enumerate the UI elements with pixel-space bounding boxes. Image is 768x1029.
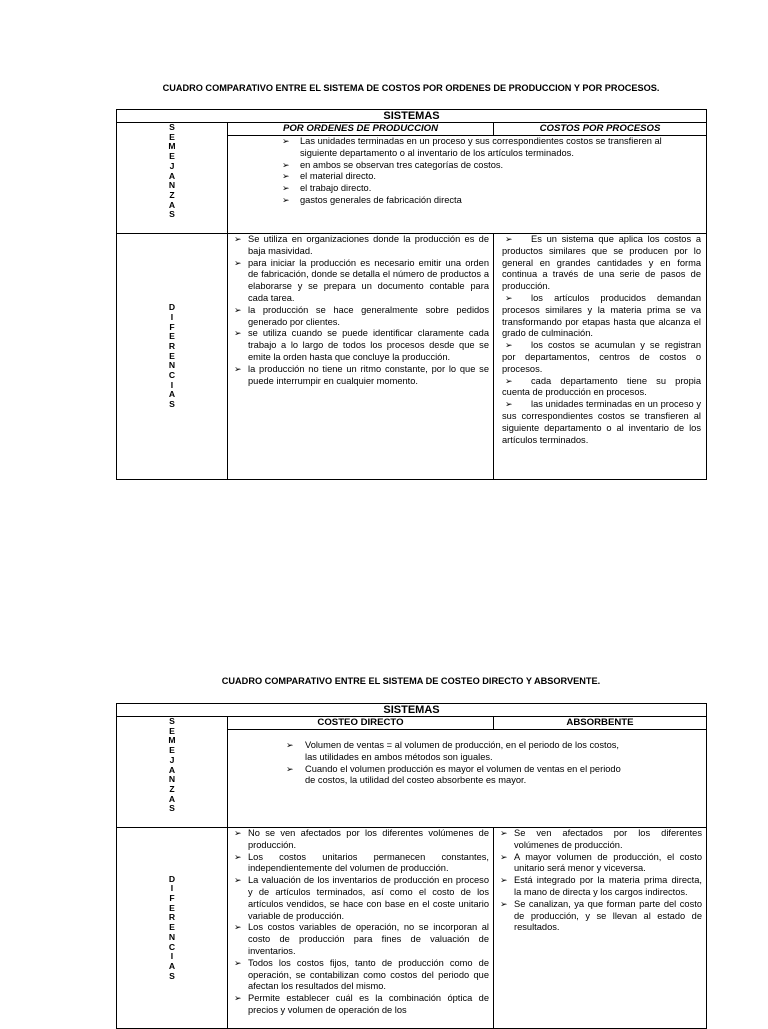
table1-procesos-cell bbox=[494, 234, 707, 480]
arrow-bullet-icon: ➢ bbox=[282, 136, 290, 146]
table2-absorbente-list bbox=[498, 828, 702, 934]
list-item: ➢ cada departamento tiene su propia cuenta de producción en procesos. bbox=[502, 375, 701, 398]
table1-title: CUADRO COMPARATIVO ENTRE EL SISTEMA DE COSTOS POR ORDENES DE PRODUCCION Y POR PROCESOS. bbox=[162, 83, 660, 93]
list-item: ➢ los costos se acumulan y se registran por departamentos, centros de costos o procesos. bbox=[502, 340, 701, 374]
list-item: ➢ Se canalizan, ya que forman parte del costo de producción, y se llevan al estado de resultados. bbox=[498, 899, 702, 934]
table1-ordenes-list bbox=[232, 234, 489, 387]
table1-col1-heading: POR ORDENES DE PRODUCCION bbox=[228, 123, 494, 136]
list-item: ➢ Permite establecer cuál es la combinación óptica de precios y volumen de operación de los bbox=[232, 993, 489, 1017]
list-item: ➢ Es un sistema que aplica los costos a productos similares que se producen por lo general en grandes cantidades y en forma continua a través de una serie de pasos de producción. bbox=[502, 234, 701, 292]
table1-header: SISTEMAS bbox=[117, 110, 707, 123]
table2-header: SISTEMAS bbox=[117, 704, 707, 717]
table2-semejanzas-list bbox=[286, 740, 626, 787]
list-item: ➢ Se ven afectados por los diferentes volúmenes de producción. bbox=[498, 828, 702, 852]
table1-ordenes-cell bbox=[228, 234, 494, 480]
list-item: ➢ La valuación de los inventarios de producción en proceso y de artículos terminados, así como el costo de los artículos vendidos, se hace con base en el coste unitario variable de producción. bbox=[232, 875, 489, 922]
arrow-bullet-icon: ➢ bbox=[282, 183, 290, 194]
list-item: ➢ la producción no tiene un ritmo constante, por lo que se puede interrumpir en cualquier momento. bbox=[232, 364, 489, 388]
table1-diferencias-label: D I F E R E N C I A S bbox=[117, 234, 228, 480]
arrow-bullet-icon: ➢ bbox=[505, 375, 513, 386]
table2-semejanzas-label: S E M E J A N Z A S bbox=[117, 717, 228, 828]
list-item: ➢ para iniciar la producción es necesario emitir una orden de fabricación, donde se detalla el número de productos a elaborarse y se prepara un documento contable para cada tarea. bbox=[232, 258, 489, 305]
list-item: ➢ la producción se hace generalmente sobre pedidos generado por clientes. bbox=[232, 305, 489, 329]
table2-title: CUADRO COMPARATIVO ENTRE EL SISTEMA DE COSTEO DIRECTO Y ABSORVENTE. bbox=[221, 676, 601, 686]
arrow-bullet-icon: ➢ bbox=[282, 194, 290, 205]
table1-col2-heading: COSTOS POR PROCESOS bbox=[494, 123, 707, 136]
table2-col2-heading: ABSORBENTE bbox=[494, 717, 707, 730]
table1-sem-item: ➢ el material directo. bbox=[282, 171, 376, 182]
arrow-bullet-icon: ➢ bbox=[505, 340, 513, 351]
list-item: ➢ los artículos producidos demandan procesos similares y la materia prima se va transformando por etapas hasta que alcanza el grado de culminación. bbox=[502, 292, 701, 339]
list-item: ➢ Todos los costos fijos, tanto de producción como de operación, se contabilizan como costos del periodo que afectan los resultados del mismo. bbox=[232, 958, 489, 993]
list-item: ➢ Está integrado por la materia prima directa, la mano de directa y los cargos indirectos. bbox=[498, 875, 702, 899]
list-item: ➢ Volumen de ventas = al volumen de producción, en el periodo de los costos, las utilidades en ambos métodos son iguales. bbox=[286, 740, 626, 764]
list-item: ➢ Se utiliza en organizaciones donde la producción es de baja masividad. bbox=[232, 234, 489, 258]
table2-col1-heading: COSTEO DIRECTO bbox=[228, 717, 494, 730]
table2-semejanzas-cell bbox=[228, 730, 707, 828]
table1-semejanzas-label: S E M E J A N Z A S bbox=[117, 123, 228, 234]
list-item: ➢ Los costos variables de operación, no se incorporan al costo de producción para fines de valuación de inventarios. bbox=[232, 922, 489, 957]
comparison-table-2 bbox=[116, 703, 707, 1029]
list-item: ➢ Los costos unitarios permanecen constantes, independientemente del volumen de producción. bbox=[232, 852, 489, 876]
table2-absorbente-cell bbox=[494, 828, 707, 1029]
arrow-bullet-icon: ➢ bbox=[282, 159, 290, 170]
table1-sem-item: ➢ el trabajo directo. bbox=[282, 183, 372, 194]
table2-directo-list bbox=[232, 828, 489, 1017]
arrow-bullet-icon: ➢ bbox=[505, 292, 513, 303]
list-item: ➢ se utiliza cuando se puede identificar claramente cada trabajo a lo largo de todos los procesos desde que se emite la orden hasta que concluye la producción. bbox=[232, 328, 489, 363]
list-item: ➢ las unidades terminadas en un proceso y sus correspondientes costos se transfieren al siguiente departamento o al inventario de los artículos terminados. bbox=[502, 399, 701, 445]
table2-diferencias-label: D I F E R E N C I A S bbox=[117, 828, 228, 1029]
table1-sem-item: ➢ Las unidades terminadas en un proceso y sus correspondientes costos se transfieren al siguiente departamento o al inventario de los artículos terminados. bbox=[282, 136, 662, 158]
list-item: ➢ No se ven afectados por los diferentes volúmenes de producción. bbox=[232, 828, 489, 852]
table1-semejanzas-cell bbox=[228, 136, 707, 234]
arrow-bullet-icon: ➢ bbox=[282, 171, 290, 182]
table1-sem-item: ➢ en ambos se observan tres categorías de costos. bbox=[282, 159, 504, 170]
comparison-table-1 bbox=[116, 109, 707, 480]
arrow-bullet-icon: ➢ bbox=[505, 399, 513, 410]
table2-directo-cell bbox=[228, 828, 494, 1029]
list-item: ➢ Cuando el volumen producción es mayor el volumen de ventas en el periodo de costos, la utilidad del costeo absorbente es mayor. bbox=[286, 764, 626, 788]
arrow-bullet-icon: ➢ bbox=[505, 234, 513, 244]
list-item: ➢ A mayor volumen de producción, el costo unitario será menor y viceversa. bbox=[498, 852, 702, 876]
table1-sem-item: ➢ gastos generales de fabricación directa bbox=[282, 194, 462, 205]
